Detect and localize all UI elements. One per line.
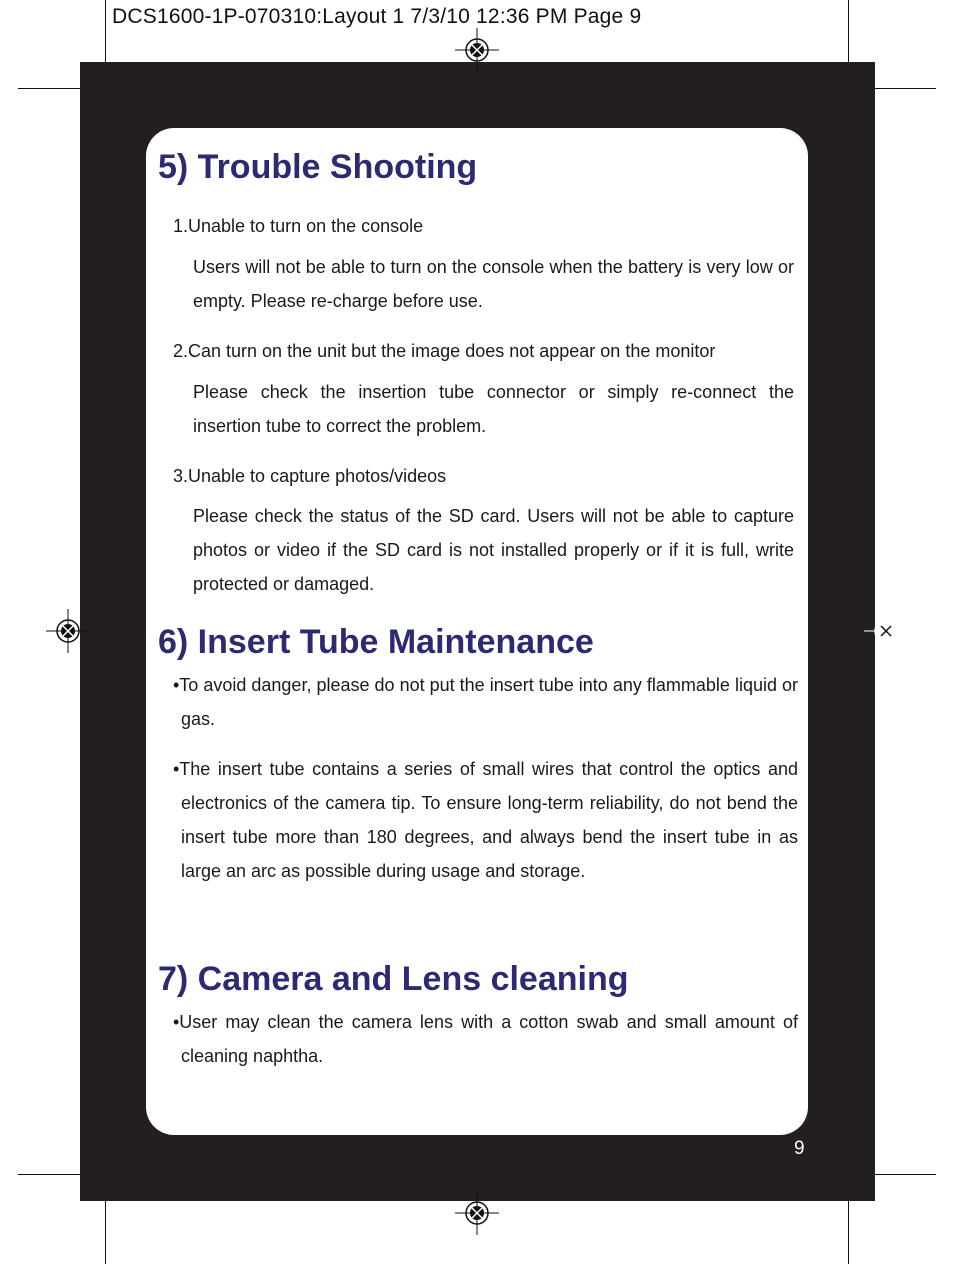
page-number: 9 xyxy=(794,1138,805,1159)
crop-mark xyxy=(866,1174,936,1175)
cleaning-bullet: •User may clean the camera lens with a cotton swab and small amount of cleaning naphtha. xyxy=(173,1012,798,1066)
trouble-item-title: 3.Unable to capture photos/videos xyxy=(173,466,447,486)
crop-mark xyxy=(105,1192,106,1264)
crop-mark xyxy=(866,88,936,89)
trouble-item-body: Users will not be able to turn on the console when the battery is very low or empty. Please re-charge before use. xyxy=(193,257,794,311)
registration-mark-icon xyxy=(455,28,499,72)
maintenance-bullet: •The insert tube contains a series of small wires that control the optics and electronics of the camera tip. To ensure long-term reliability, do not bend the insert tube more than 180 degrees, and always bend the insert tube in as large an arc as possible during usage and storage. xyxy=(173,759,798,881)
section-heading-trouble-shooting: 5) Trouble Shooting xyxy=(158,148,478,186)
crop-mark xyxy=(18,1174,88,1175)
section-heading-insert-tube-maintenance: 6) Insert Tube Maintenance xyxy=(158,623,594,661)
registration-mark-icon xyxy=(46,609,90,653)
trouble-item-body: Please check the insertion tube connector or simply re-connect the insertion tube to correct the problem. xyxy=(193,382,794,436)
crop-mark xyxy=(848,1192,849,1264)
section-heading-camera-lens-cleaning: 7) Camera and Lens cleaning xyxy=(158,960,629,998)
trouble-item-title: 2.Can turn on the unit but the image does not appear on the monitor xyxy=(173,341,716,361)
crop-mark xyxy=(18,88,88,89)
print-slug: DCS1600-1P-070310:Layout 1 7/3/10 12:36 PM Page 9 xyxy=(112,5,642,28)
trouble-item-body: Please check the status of the SD card. Users will not be able to capture photos or video if the SD card is not installed properly or if it is full, write protected or damaged. xyxy=(193,506,794,594)
registration-mark-icon xyxy=(455,1191,499,1235)
trouble-item-title: 1.Unable to turn on the console xyxy=(173,216,424,236)
maintenance-bullet: •To avoid danger, please do not put the insert tube into any flammable liquid or gas. xyxy=(173,675,798,729)
registration-mark-icon xyxy=(864,609,908,653)
